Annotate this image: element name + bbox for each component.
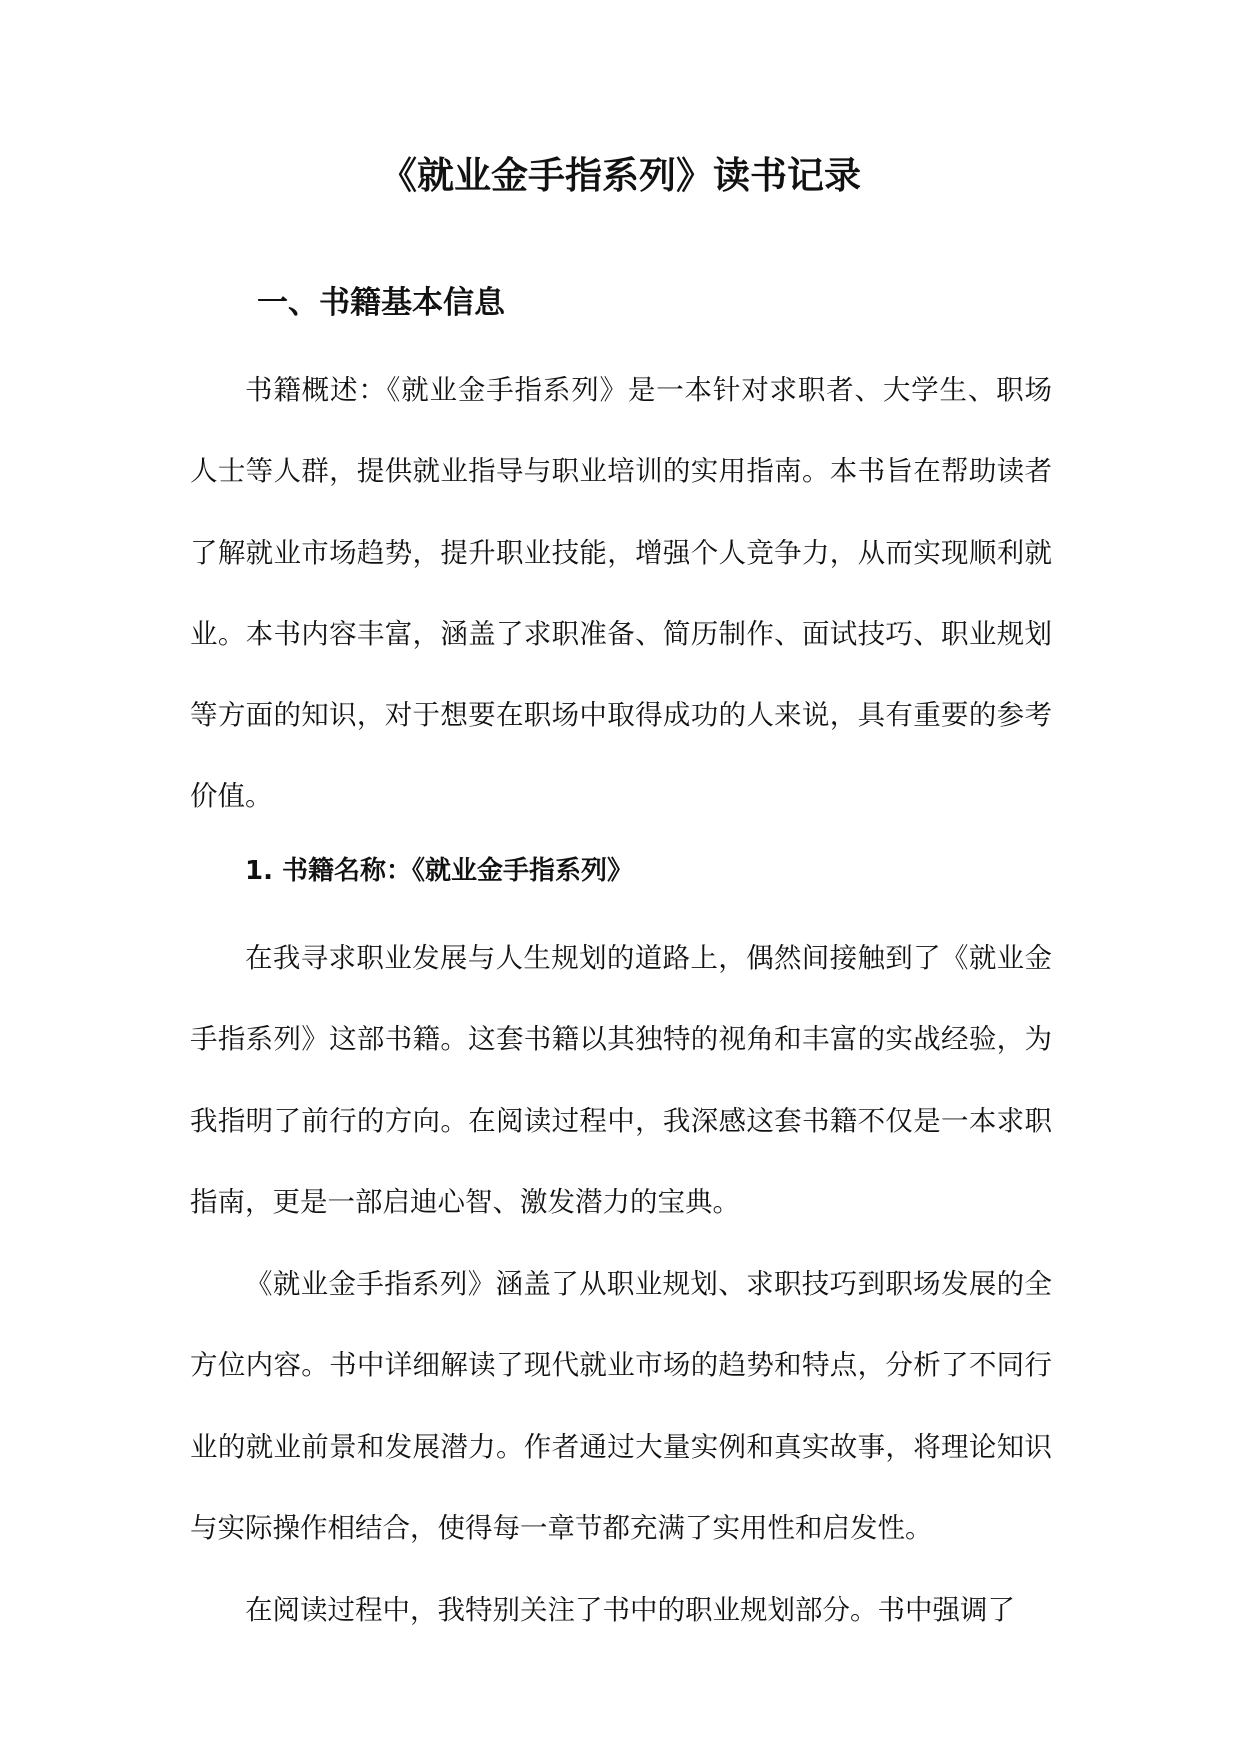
body-paragraph: 在我寻求职业发展与人生规划的道路上，偶然间接触到了《就业金手指系列》这部书籍。这套书籍以其独特的视角和丰富的实战经验，为我指明了前行的方向。在阅读过程中，我深感这套书籍不仅是一本求职指南，更是一部启迪心智、激发潜力的宝典。 [190,942,1052,1218]
subsection-heading-book-name: 1. 书籍名称：《就业金手指系列》 [245,856,634,886]
body-paragraph: 在阅读过程中，我特别关注了书中的职业规划部分。书中强调了 [245,1594,1015,1626]
document-title: 《就业金手指系列》读书记录 [380,154,861,197]
section-heading-basic-info: 一、书籍基本信息 [257,285,505,321]
book-overview-paragraph: 书籍概述：《就业金手指系列》是一本针对求职者、大学生、职场人士等人群，提供就业指导与职业培训的实用指南。本书旨在帮助读者了解就业市场趋势，提升职业技能，增强个人竞争力，从而实现顺利就业。本书内容丰富，涵盖了求职准备、简历制作、面试技巧、职业规划等方面的知识，对于想要在职场中取得成功的人来说，具有重要的参考价值。 [190,374,1052,813]
body-paragraph: 《就业金手指系列》涵盖了从职业规划、求职技巧到职场发展的全方位内容。书中详细解读了现代就业市场的趋势和特点，分析了不同行业的就业前景和发展潜力。作者通过大量实例和真实故事，将理论知识与实际操作相结合，使得每一章节都充满了实用性和启发性。 [190,1268,1052,1544]
